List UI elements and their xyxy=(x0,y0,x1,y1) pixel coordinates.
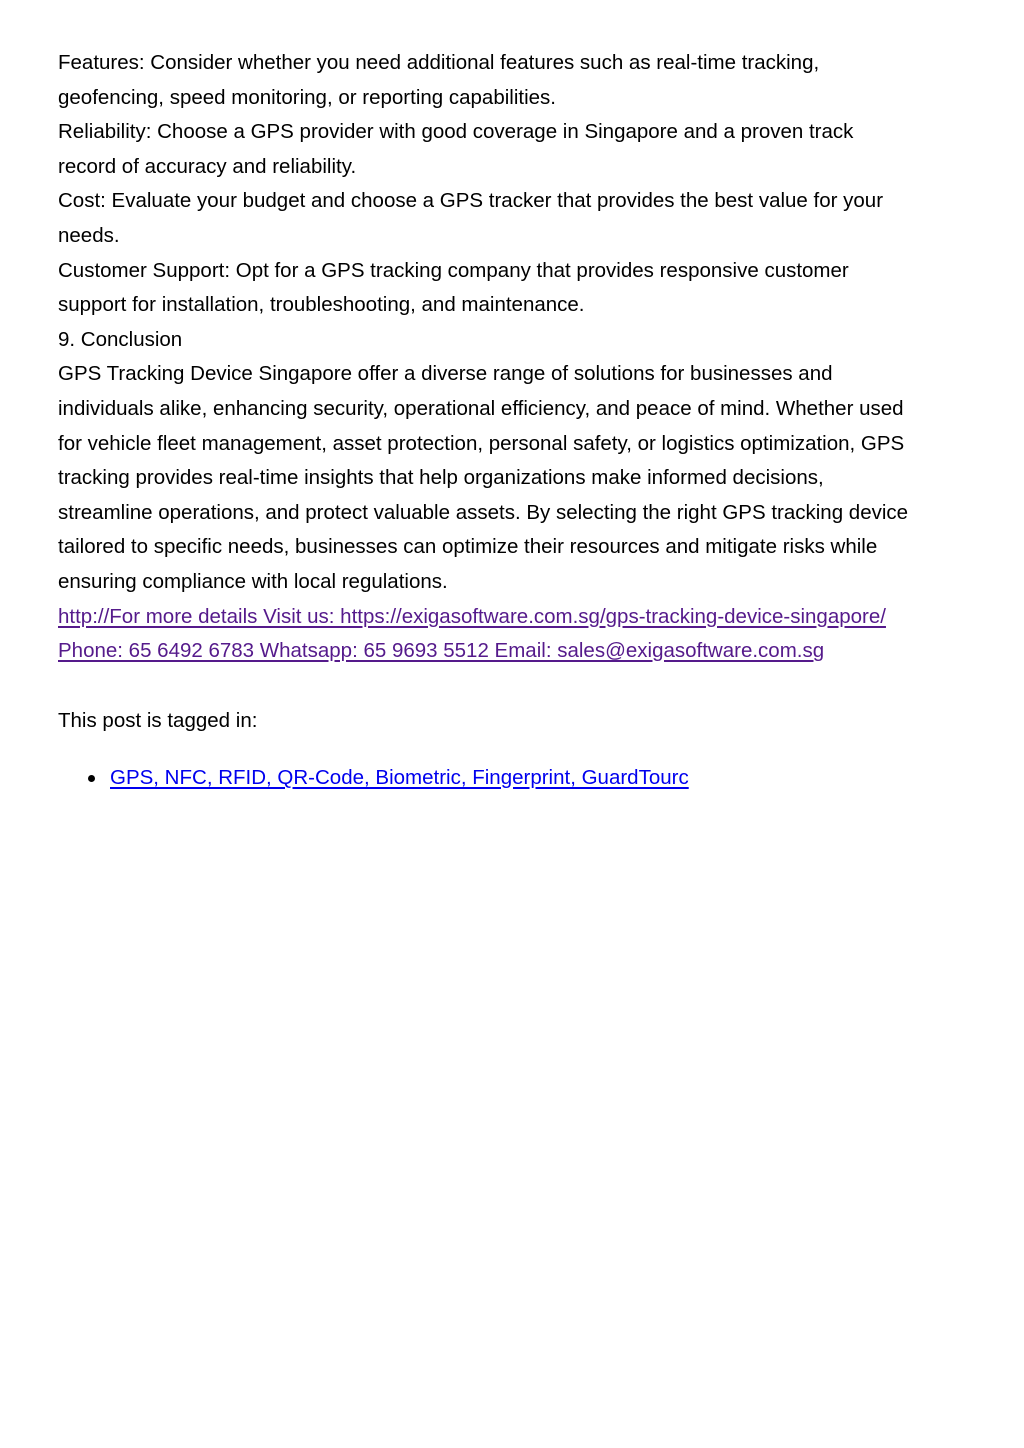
conclusion-text-line-4: tracking provides real-time insights that help organizations make informed decisions, xyxy=(58,466,824,490)
cost-text-line-2: needs. xyxy=(58,223,120,247)
conclusion-text-line-6: tailored to specific needs, businesses can optimize their resources and mitigate risks while xyxy=(58,535,878,559)
bullet-icon xyxy=(88,775,95,782)
article-body xyxy=(58,46,968,669)
conclusion-text-line-3: for vehicle fleet management, asset protection, personal safety, or logistics optimization, GPS xyxy=(58,431,905,455)
conclusion-heading: 9. Conclusion xyxy=(58,327,183,351)
conclusion-text-line-5: streamline operations, and protect valuable assets. By selecting the right GPS tracking device xyxy=(58,500,909,524)
list-item xyxy=(58,761,689,796)
conclusion-text-line-7: ensuring compliance with local regulations. xyxy=(58,569,448,593)
contact-link-line-1: http://For more details Visit us: https://exigasoftware.com.sg/gps-tracking-device-singapore/ xyxy=(58,604,886,628)
features-text-line-2: geofencing, speed monitoring, or reporting capabilities. xyxy=(58,85,556,109)
reliability-text-line-2: record of accuracy and reliability. xyxy=(58,154,357,178)
conclusion-text-line-2: individuals alike, enhancing security, operational efficiency, and peace of mind. Whether used xyxy=(58,396,904,420)
contact-link-line-2: Phone: 65 6492 6783 Whatsapp: 65 9693 5512 Email: sales@exigasoftware.com.sg xyxy=(58,639,825,663)
cost-text-line-1: Cost: Evaluate your budget and choose a GPS tracker that provides the best value for your xyxy=(58,189,884,213)
tag-link[interactable]: GPS, NFC, RFID, QR-Code, Biometric, Fingerprint, GuardTourc xyxy=(110,766,689,789)
features-text-line-1: Features: Consider whether you need additional features such as real-time tracking, xyxy=(58,51,820,74)
tagged-label: This post is tagged in: xyxy=(58,709,258,732)
conclusion-text-line-1: GPS Tracking Device Singapore offer a diverse range of solutions for businesses and xyxy=(58,362,833,386)
tag-list xyxy=(58,761,689,796)
support-text-line-1: Customer Support: Opt for a GPS tracking company that provides responsive customer xyxy=(58,258,849,282)
support-text-line-2: support for installation, troubleshooting, and maintenance. xyxy=(58,293,585,317)
contact-link[interactable] xyxy=(58,600,968,669)
reliability-text-line-1: Reliability: Choose a GPS provider with good coverage in Singapore and a proven track xyxy=(58,120,854,144)
